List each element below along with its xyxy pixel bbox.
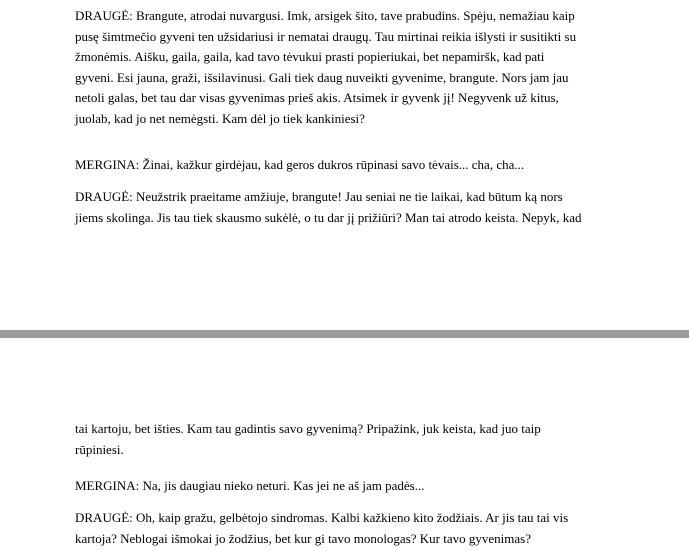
text-line: MERGINA: Žinai, kažkur girdėjau, kad geros dukros rūpinasi savo tėvais... cha, cha... xyxy=(75,157,525,172)
paragraph-mergina-2 xyxy=(75,476,635,497)
paragraph-drauge-2-continued xyxy=(75,419,635,460)
paragraph-mergina-1 xyxy=(75,155,635,176)
text-line: MERGINA: Na, jis daugiau nieko neturi. Kas jei ne aš jam padės... xyxy=(75,478,425,493)
paragraph-drauge-3 xyxy=(75,508,635,549)
text-line: tai kartoju, bet išties. Kam tau gadintis savo gyvenimą? Pripažink, juk keista, kad juo taip xyxy=(75,421,541,436)
text-line: gyveni. Esi jauna, graži, išsilavinusi. Gali tiek daug nuveikti gyvenime, brangute. Nors jam jau xyxy=(75,69,569,85)
text-line: pusę šimtmečio gyveni ten užsidariusi ir nematai draugų. Tau mirtinai reikia išlysti ir susitikti su xyxy=(75,28,577,44)
text-line: kartoja? Neblogai išmokai jo žodžius, bet kur gi tavo monologas? Kur tavo gyvenimas? xyxy=(75,530,531,546)
text-line: DRAUGĖ: Oh, kaip gražu, gelbėtojo sindromas. Kalbi kažkieno kito žodžiais. Ar jis tau tai vis xyxy=(75,510,569,525)
document-page-bottom xyxy=(0,338,689,551)
text-line: DRAUGĖ: Brangute, atrodai nuvargusi. Imk, arsigek šito, tave prabudins. Spėju, nemažiau kaip xyxy=(75,8,575,23)
text-line: netoli galas, bet tau dar visas gyvenimas prieš akis. Atsimek ir gyvenk jį! Negyvenk už kitus, xyxy=(75,90,559,105)
text-line: DRAUGĖ: Neužstrik praeitame amžiuje, brangute! Jau seniai ne tie laikai, kad būtum ką nors xyxy=(75,189,563,204)
paragraph-drauge-2 xyxy=(75,187,635,228)
page-separator xyxy=(0,330,689,338)
text-line: žmonėmis. Aišku, gaila, gaila, kad tavo tėvukui prasti popieriukai, bet nepamiršk, kad pati xyxy=(75,49,545,64)
paragraph-drauge-1 xyxy=(75,6,635,129)
text-line: jiems skolinga. Jis tau tiek skausmo sukėlė, o tu dar jį prižiūri? Man tai atrodo keista. Nepyk, kad xyxy=(75,209,582,225)
text-line: rūpiniesi. xyxy=(75,441,124,457)
text-line: juolab, kad jo net nemėgsti. Kam dėl jo tiek kankiniesi? xyxy=(75,110,365,126)
